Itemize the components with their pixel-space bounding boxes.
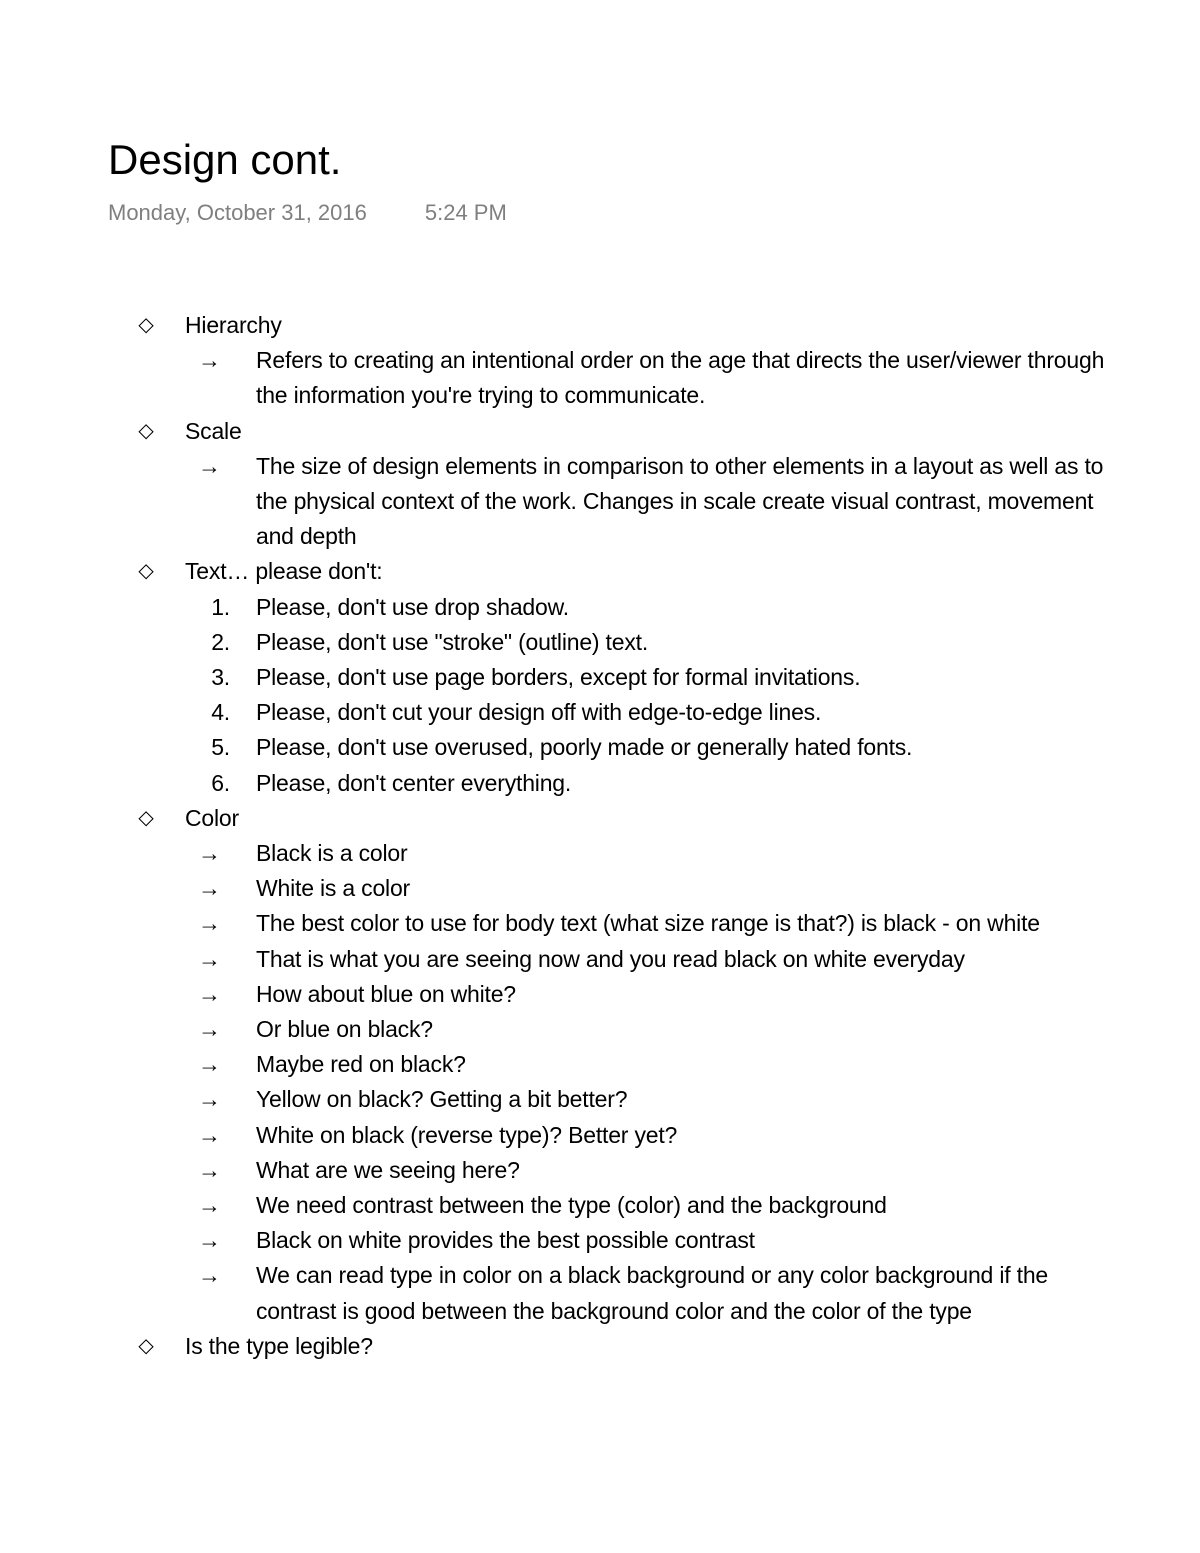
arrow-bullet-icon: → (198, 1192, 221, 1219)
sub-list-item (0, 343, 1200, 413)
diamond-bullet-icon: ◇ (138, 1334, 154, 1357)
list-item-label: Is the type legible? (185, 1332, 373, 1359)
item-number: 2. (211, 628, 230, 655)
numbered-item (0, 625, 1200, 660)
arrow-bullet-icon: → (198, 840, 221, 867)
sub-list-item (0, 1047, 1200, 1082)
numbered-item (0, 695, 1200, 730)
numbered-item-text: Please, don't use "stroke" (outline) text. (256, 628, 649, 655)
arrow-bullet-icon: → (198, 1051, 221, 1078)
sub-list-item (0, 942, 1200, 977)
sub-list-item-text: How about blue on white? (256, 980, 516, 1007)
sub-list-item-text: The size of design elements in comparison to other elements in a layout as well as to the physical context of the work. Changes in scale create visual contrast, movement and depth (256, 452, 1104, 550)
arrow-bullet-icon: → (198, 1016, 221, 1043)
item-number: 5. (211, 734, 230, 761)
sub-list-item (0, 977, 1200, 1012)
arrow-bullet-icon: → (198, 452, 221, 479)
list-item-scale (0, 414, 1200, 449)
sub-list-item-text: Yellow on black? Getting a bit better? (256, 1086, 628, 1113)
arrow-bullet-icon: → (198, 980, 221, 1007)
sub-list-item (0, 1012, 1200, 1047)
sub-list-item (0, 906, 1200, 941)
sub-list-item (0, 1153, 1200, 1188)
sub-list-item-text: Black on white provides the best possible contrast (256, 1227, 755, 1254)
sub-list-item-text: That is what you are seeing now and you read black on white everyday (256, 945, 965, 972)
arrow-bullet-icon: → (198, 875, 221, 902)
sub-list-item (0, 1118, 1200, 1153)
item-number: 3. (211, 664, 230, 691)
list-item-label: Text… please don't: (185, 558, 383, 585)
arrow-bullet-icon: → (198, 945, 221, 972)
numbered-item (0, 660, 1200, 695)
numbered-item-text: Please, don't use overused, poorly made or generally hated fonts. (256, 734, 913, 761)
sub-list-item (0, 1258, 1200, 1328)
numbered-item (0, 766, 1200, 801)
diamond-bullet-icon: ◇ (138, 806, 154, 829)
diamond-bullet-icon: ◇ (138, 560, 154, 583)
numbered-item (0, 590, 1200, 625)
sub-list-item (0, 1082, 1200, 1117)
sub-list-item (0, 836, 1200, 871)
arrow-bullet-icon: → (198, 1156, 221, 1183)
list-item-color (0, 801, 1200, 836)
numbered-item-text: Please, don't use page borders, except for formal invitations. (256, 664, 861, 691)
item-number: 6. (211, 769, 230, 796)
sub-list-item-text: Or blue on black? (256, 1016, 433, 1043)
list-item-label: Color (185, 804, 239, 831)
sub-list-item-text: We need contrast between the type (color) and the background (256, 1192, 887, 1219)
item-number: 1. (211, 593, 230, 620)
sub-list-item-text: Refers to creating an intentional order on the age that directs the user/viewer through the information you're trying to communicate. (256, 347, 1105, 409)
sub-list-item (0, 1223, 1200, 1258)
numbered-item (0, 730, 1200, 765)
list-item-label: Hierarchy (185, 312, 282, 338)
numbered-item-text: Please, don't center everything. (256, 769, 572, 796)
arrow-bullet-icon: → (198, 1086, 221, 1113)
sub-list-item (0, 449, 1200, 555)
sub-list-item-text: Maybe red on black? (256, 1051, 466, 1078)
arrow-bullet-icon: → (198, 910, 221, 937)
sub-list-item-text: Black is a color (256, 840, 408, 867)
list-item-text (0, 554, 1200, 589)
arrow-bullet-icon: → (198, 1227, 221, 1254)
sub-list-item-text: What are we seeing here? (256, 1156, 520, 1183)
diamond-bullet-icon: ◇ (138, 419, 154, 442)
numbered-item-text: Please, don't cut your design off with edge-to-edge lines. (256, 699, 822, 726)
arrow-bullet-icon: → (198, 347, 221, 374)
sub-list-item-text: The best color to use for body text (what size range is that?) is black - on white (256, 910, 1040, 937)
arrow-bullet-icon: → (198, 1262, 221, 1289)
note-time: 5:24 PM (424, 200, 507, 225)
note-body (0, 308, 1200, 1364)
item-number: 4. (211, 699, 230, 726)
sub-list-item-text: We can read type in color on a black background or any color background if the contrast is good between the background color and the color of the type (256, 1262, 1049, 1324)
page-title: Design cont. (108, 136, 342, 183)
list-item-legibility (0, 1329, 1200, 1364)
numbered-item-text: Please, don't use drop shadow. (256, 593, 569, 620)
note-date: Monday, October 31, 2016 (108, 200, 367, 225)
arrow-bullet-icon: → (198, 1121, 221, 1148)
sub-list-item (0, 1188, 1200, 1223)
sub-list-item-text: White is a color (256, 875, 411, 902)
note-timestamp (108, 198, 507, 228)
diamond-bullet-icon: ◇ (138, 314, 154, 336)
list-item-hierarchy (0, 308, 1200, 343)
sub-list-item-text: White on black (reverse type)? Better yet? (256, 1121, 678, 1148)
list-item-label: Scale (185, 417, 242, 444)
sub-list-item (0, 871, 1200, 906)
